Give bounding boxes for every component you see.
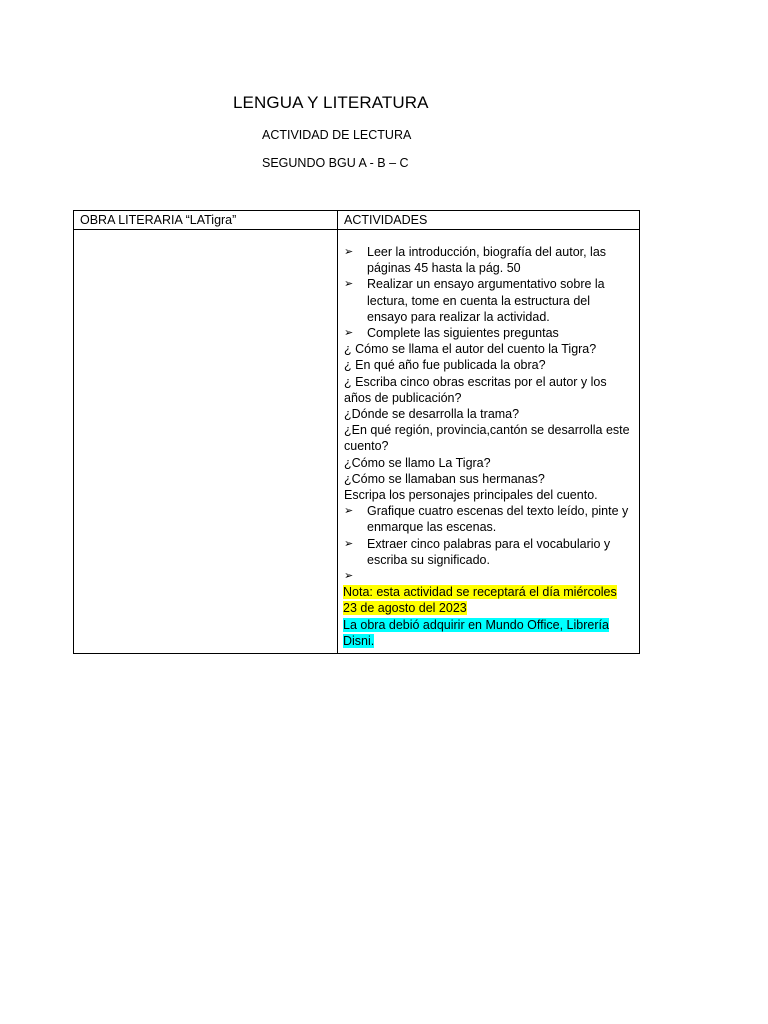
arrow-bullet-icon: ➢	[344, 278, 354, 291]
question: ¿Dónde se desarrolla la trama?	[344, 407, 520, 422]
question: ¿Cómo se llamaban sus hermanas?	[344, 471, 545, 486]
table-row	[74, 230, 640, 654]
question: ¿ Escriba cinco obras escritas por el autor y los años de publicación?	[344, 374, 607, 405]
acquire-note: La obra debió adquirir en Mundo Office, Librería Disni.	[343, 617, 609, 648]
bullet-text: Leer la introducción, biografía del autor, las páginas 45 hasta la pág. 50	[367, 245, 607, 276]
bullet-text	[367, 568, 633, 584]
question: ¿ En qué año fue publicada la obra?	[344, 358, 546, 373]
question: Escripa los personajes principales del cuento.	[344, 488, 598, 503]
arrow-bullet-icon: ➢	[344, 537, 354, 550]
arrow-bullet-icon: ➢	[344, 246, 354, 258]
grade-label: SEGUNDO BGU A - B – C	[262, 156, 409, 170]
notes	[338, 584, 639, 649]
list-item	[344, 568, 633, 584]
page-title: LENGUA Y LITERATURA	[233, 93, 429, 112]
question: ¿Cómo se llamo La Tigra?	[344, 455, 491, 470]
activities-cell	[338, 230, 640, 654]
bullet-text: Grafique cuatro escenas del texto leído, pinte y enmarque las escenas.	[367, 504, 629, 535]
work-cell	[74, 230, 338, 654]
question: ¿ Cómo se llama el autor del cuento la Tigra?	[344, 342, 597, 357]
activity-subtitle: ACTIVIDAD DE LECTURA	[262, 128, 412, 142]
note-line	[343, 584, 633, 616]
activities-header: ACTIVIDADES	[338, 211, 640, 230]
question: ¿En qué región, provincia,cantón se desarrolla este cuento?	[344, 423, 630, 454]
work-header: OBRA LITERARIA “LATigra”	[74, 211, 338, 230]
list-item	[344, 503, 633, 535]
table-header-row	[74, 211, 640, 230]
list-item	[344, 276, 633, 325]
due-date-note: Nota: esta actividad se receptará el día miércoles 23 de agosto del 2023	[343, 585, 617, 616]
activities-list	[338, 230, 639, 584]
bullet-text: Realizar un ensayo argumentativo sobre la lectura, tome en cuenta la estructura del ensayo para realizar la actividad.	[367, 277, 605, 324]
arrow-bullet-icon: ➢	[344, 327, 354, 340]
bullet-text: Extraer cinco palabras para el vocabulario y escriba su significado.	[367, 536, 611, 567]
list-item	[344, 244, 633, 276]
list-item	[344, 325, 633, 341]
activities-table	[73, 210, 640, 654]
arrow-bullet-icon: ➢	[344, 505, 354, 518]
arrow-bullet-icon: ➢	[344, 570, 354, 583]
list-item	[344, 536, 633, 568]
bullet-text: Complete las siguientes preguntas	[367, 326, 559, 341]
acquire-line	[343, 617, 633, 649]
